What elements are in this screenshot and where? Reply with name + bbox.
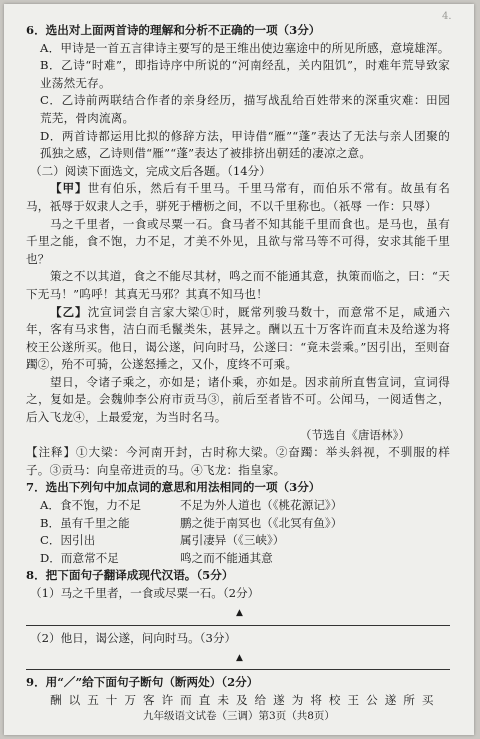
q7-c-right: 属引凄异（《三峡》） [180,533,285,548]
passage-b-label: 【乙】 [50,304,88,319]
q7-option-b [26,515,450,533]
q7-b-left: B．虽有千里之能 [40,515,130,530]
passage-a-label: 【甲】 [50,181,88,196]
passage-a-p3: 策之不以其道，食之不能尽其材，鸣之而不能通其意，执策而临之，曰：“天下无马！”呜呼！其真无马邪？其真不知马也！ [26,269,450,301]
passage-a-p1-text: 世有伯乐，然后有千里马。千里马常有，而伯乐不常有。故虽有名马，祇辱于奴隶人之手，骈死于槽枥之间，不以千里称也。（祇辱 一作：只辱） [26,181,450,213]
q6-option-b: B．乙诗“时难”，即指诗序中所说的“河南经乱，关内阻饥”，时难年荒导致家业荡然无存。 [40,58,450,90]
section-2-heading: （二）阅读下面选文，完成文后各题。（14分） [30,163,271,178]
passage-b-p2: 望日，令诸子乘之，亦如是；诸仆乘，亦如是。因求前所直售宣词，宣词得之，复如是。会魏帅李公府市贡马③，前后至者皆不可。公闻马，一阅适售之，后入飞龙④，上最爱宠，为当时名马。 [26,374,450,425]
q7-stem: 7．选出下列句中加点词的意思和用法相同的一项（3分） [26,480,321,495]
q8-stem: 8．把下面句子翻译成现代汉语。（5分） [26,568,234,583]
notes: 【注释】①大梁：今河南开封，古时称大梁。②奋躅：举头斜视，不驯服的样子。③贡马：向皇帝进贡的马。④飞龙：指皇家。 [26,445,450,477]
passage-b-p1 [26,304,450,374]
q6-option-a: A．甲诗是一首五言律诗主要写的是王维出使边塞途中的所见所感，意境雄浑。 [40,40,450,55]
q7-option-d [26,550,450,568]
q8-sentence-1: （1）马之千里者，一食或尽粟一石。（2分） [30,586,260,600]
page-footer: 九年级语文试卷（三调）第3页（共8页） [143,710,335,722]
q7-a-left: A．食不饱，力不足 [40,498,142,513]
q8-sentence-2: （2）他日，谒公遂，问向时马。（3分） [30,630,237,645]
q7-c-left: C．因引出 [40,533,96,548]
exam-page [4,4,474,735]
passage-b-source: （节选自《唐语林》） [299,427,410,442]
q7-d-right: 鸣之而不能通其意 [180,550,273,565]
q8-answer-line-2[interactable] [26,647,450,670]
q7-d-left: D．而意常不足 [40,550,119,565]
passage-a-p1 [26,180,450,215]
q7-option-c [26,532,450,550]
q6-option-d: D．两首诗都运用比拟的修辞方法，甲诗借“雁”“蓬”表达了无法与亲人团聚的孤独之感，乙诗则借“雁”“蓬”表达了被排挤出朝廷的凄凉之意。 [40,128,450,161]
answer-marker-icon: ▲ [236,608,243,618]
q9-sentence[interactable]: 酬以五十万客许而直未及给遂为将校王公遂所买 [50,692,441,707]
page-content [26,22,450,709]
q7-b-right: 鹏之徙于南冥也（《北冥有鱼》） [180,515,343,530]
q8-answer-line-1[interactable] [26,603,450,626]
bleed-through-text: 4． [442,11,459,22]
q7-option-a [26,497,450,515]
passage-a-p2: 马之千里者，一食或尽粟一石。食马者不知其能千里而食也。是马也，虽有千里之能，食不饱，力不足，才美不外见，且欲与常马等不可得，安求其能千里也？ [26,216,450,266]
answer-marker-icon: ▲ [236,652,243,663]
q6-option-c: C．乙诗前两联结合作者的亲身经历，描写战乱给百姓带来的深重灾难：田园荒芜，骨肉流离。 [40,93,450,125]
q7-a-right: 不足为外人道也（《桃花源记》） [180,498,343,513]
q9-stem: 9．用“／”给下面句子断句（断两处）（2分） [26,675,259,690]
q6-stem: 6．选出对上面两首诗的理解和分析不正确的一项（3分） [26,23,321,37]
passage-b-p1-text: 沈宣词尝自言家大梁①时，厩常列骏马数十，而意常不足，咸通六年，客有马求售，洁白而毛鬣类朱，甚异之。酬以五十万客许而直未及给遂为将校王公遂所买。他日，谒公遂，问向时马，公遂曰：“竟未尝乘。”因引出，至则奋躅②，殆不可骑，公遂怒捶之，又仆，度终不可乘。 [26,304,450,372]
